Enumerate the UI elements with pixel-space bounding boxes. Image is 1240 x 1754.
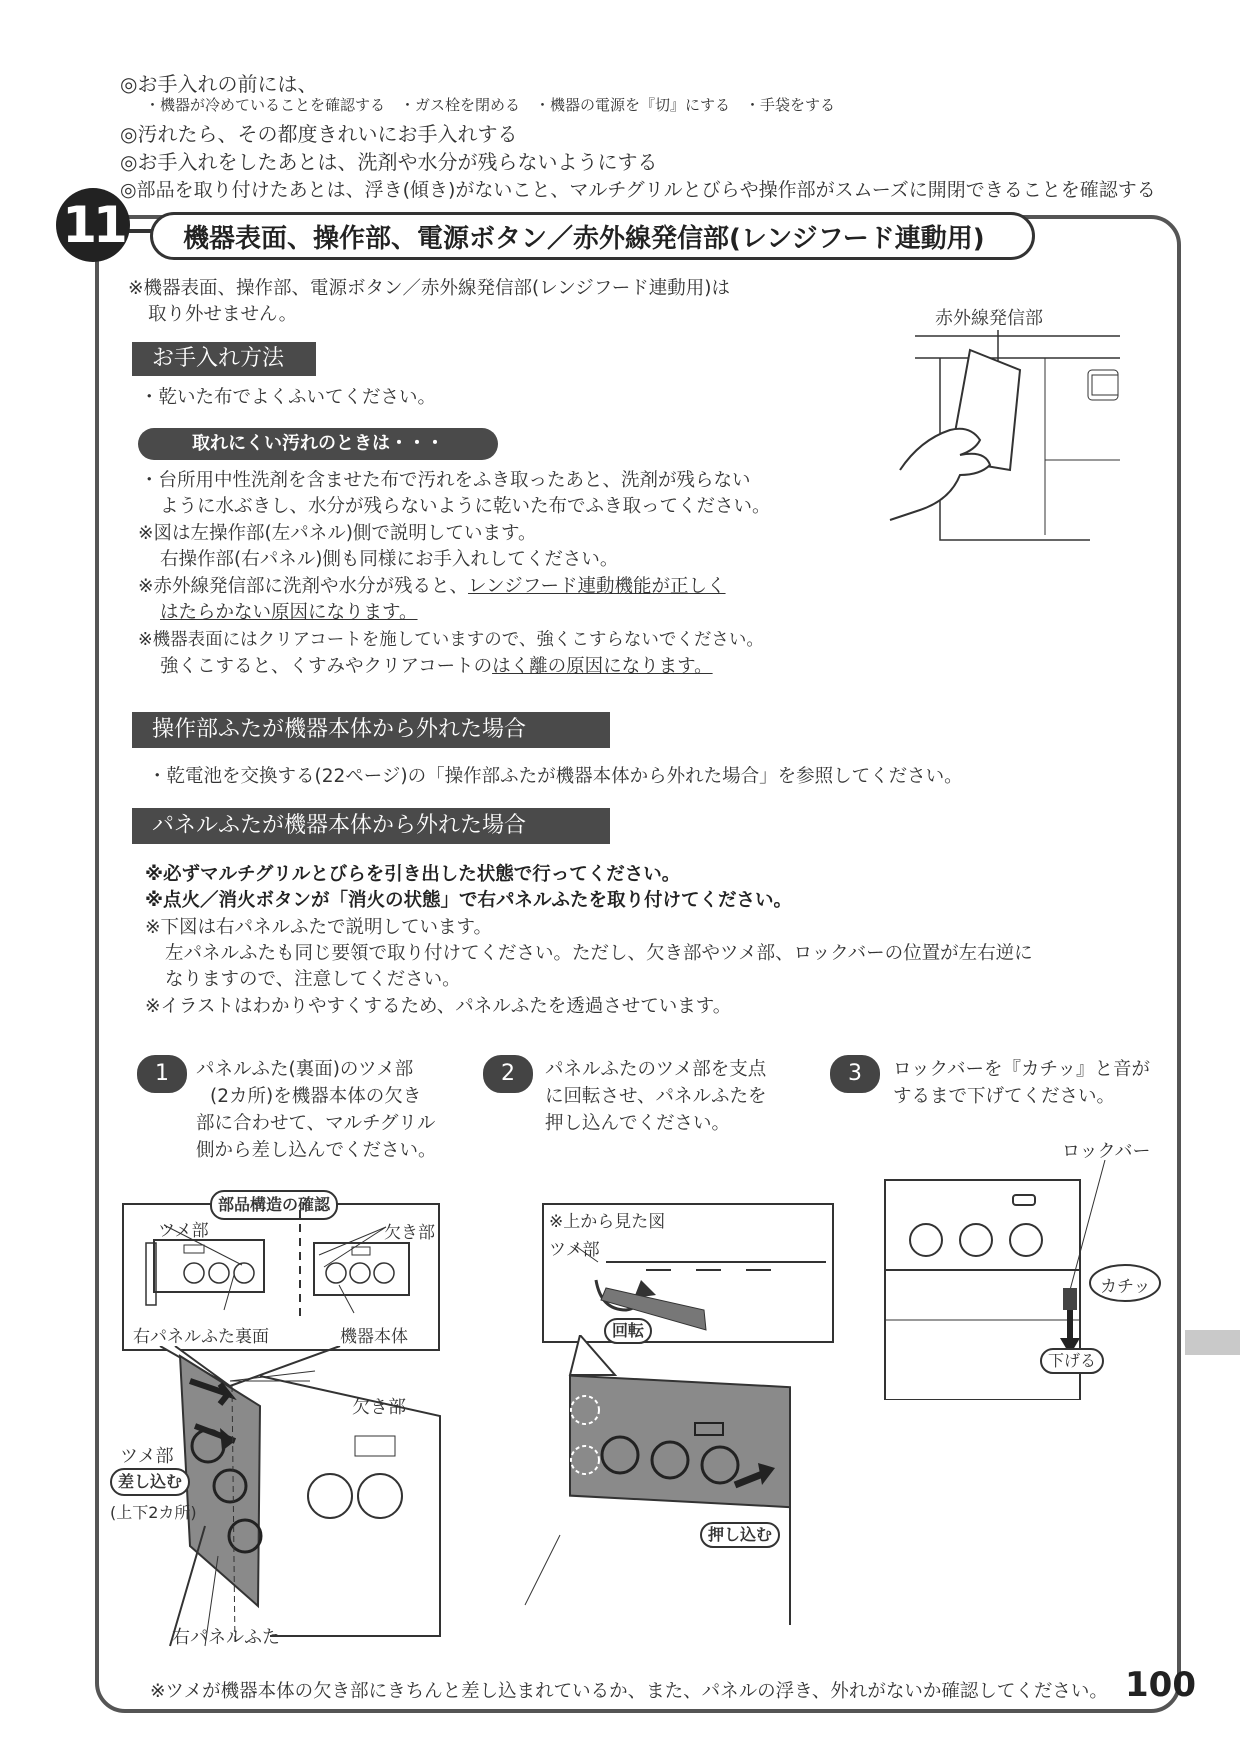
- care-p3b: はたらかない原因になります。: [160, 602, 418, 623]
- header-connector: [128, 229, 152, 233]
- op-cover-heading: 操作部ふたが機器本体から外れた場合: [132, 712, 610, 748]
- top-view-illustration: [546, 1240, 826, 1335]
- panel-note-3: ※下図は右パネルふたで説明しています。: [145, 917, 493, 938]
- section-note-line-1: ※機器表面、操作部、電源ボタン／赤外線発信部(レンジフード連動用)は: [128, 278, 730, 299]
- care-p4b: [160, 652, 713, 678]
- fig3-lockbar-label: ロックバー: [1062, 1141, 1151, 1162]
- step-3-text: [893, 1056, 1150, 1110]
- step-2-line-2: に回転させ、パネルふたを: [545, 1086, 767, 1107]
- panel-note-4a: 左パネルふたも同じ要領で取り付けてください。ただし、欠き部やツメ部、ロックバーの位置が左右逆に: [165, 943, 1033, 964]
- care-p3a: [138, 572, 726, 598]
- fig2-topview-label: ※上から見た図: [549, 1212, 666, 1232]
- fig1-body-label: 機器本体: [340, 1327, 408, 1347]
- op-cover-item: ・乾電池を交換する(22ページ)の「操作部ふたが機器本体から外れた場合」を参照してください。: [148, 766, 963, 787]
- step-2-number: 2: [483, 1055, 533, 1093]
- care-p2b: 右操作部(右パネル)側も同様にお手入れしてください。: [160, 549, 619, 570]
- fig1-updown-label: (上下2カ所): [110, 1503, 197, 1522]
- panel-note-5: ※イラストはわかりやすくするため、パネルふたを透過させています。: [145, 996, 732, 1017]
- section-number-badge: 11: [56, 188, 130, 262]
- section-title: 機器表面、操作部、電源ボタン／赤外線発信部(レンジフード連動用): [150, 212, 1035, 260]
- step-1-line-1: パネルふた(裏面)のツメ部: [196, 1059, 414, 1080]
- care-p1a: ・台所用中性洗剤を含ませた布で汚れをふき取ったあと、洗剤が残らない: [140, 470, 751, 491]
- step-1-line-4: 側から差し込んでください。: [196, 1140, 437, 1161]
- fig3-lower-label: 下げる: [1040, 1348, 1104, 1374]
- fig2-rotate-label: 回転: [604, 1318, 652, 1344]
- step-3-line-2: するまで下げてください。: [893, 1086, 1116, 1107]
- fig1-tsume2-label: ツメ部: [120, 1446, 174, 1467]
- care-p3a-pre: ※赤外線発信部に洗剤や水分が残ると、: [138, 576, 469, 597]
- care-p3a-underline: レンジフード連動機能が正しく: [468, 576, 726, 597]
- care-p1b: ように水ぶきし、水分が残らないように乾いた布でふき取ってください。: [160, 496, 771, 517]
- intro-line-3: ◎お手入れをしたあとは、洗剤や水分が残らないようにする: [120, 150, 658, 174]
- hard-stain-label: 取れにくい汚れのときは・・・: [138, 428, 498, 460]
- step-1-line-3: 部に合わせて、マルチグリル: [196, 1113, 436, 1134]
- fig2-push-label: 押し込む: [700, 1522, 780, 1548]
- structure-check-illustration: [124, 1205, 434, 1320]
- fig1-back-label: 右パネルふた裏面: [133, 1327, 269, 1347]
- care-heading: お手入れ方法: [132, 342, 316, 376]
- step-2-text: [545, 1056, 766, 1137]
- step-1-text: [196, 1056, 437, 1164]
- fig2-tsume-label: ツメ部: [549, 1240, 600, 1260]
- fig1-kaki-label: 欠き部: [384, 1223, 435, 1243]
- step-1-number: 1: [137, 1055, 187, 1093]
- step-1-line-2: (2カ所)を機器本体の欠き: [210, 1086, 422, 1107]
- intro-line-1: ◎お手入れの前には、: [120, 72, 318, 96]
- panel-push-illustration: [520, 1335, 800, 1630]
- ir-label: 赤外線発信部: [935, 308, 1043, 329]
- panel-note-2: ※点火／消火ボタンが「消火の状態」で右パネルふたを取り付けてください。: [145, 890, 792, 911]
- fig3-click-label: カチッ: [1100, 1277, 1151, 1297]
- ir-cleaning-illustration: [860, 330, 1120, 550]
- fig1-insert-label: 差し込む: [110, 1468, 190, 1496]
- care-p4b-pre: 強くこすると、くすみやクリアコートの: [160, 656, 493, 677]
- step-2-line-3: 押し込んでください。: [545, 1113, 731, 1134]
- care-p2a: ※図は左操作部(左パネル)側で説明しています。: [138, 523, 537, 544]
- panel-note-1: ※必ずマルチグリルとびらを引き出した状態で行ってください。: [145, 864, 681, 885]
- step-3-line-1: ロックバーを『カチッ』と音が: [893, 1059, 1150, 1080]
- intro-line-1-items: ・機器が冷めていることを確認する ・ガス栓を閉める ・機器の電源を『切』にする ・手袋をする: [145, 96, 836, 114]
- panel-note-4b: なりますので、注意してください。: [165, 969, 461, 990]
- section-note-line-2: 取り外せません。: [148, 304, 298, 325]
- panel-cover-heading: パネルふたが機器本体から外れた場合: [132, 808, 610, 844]
- footer-note: ※ツメが機器本体の欠き部にきちんと差し込まれているか、また、パネルの浮き、外れがないか確認してください。: [150, 1681, 1108, 1702]
- structure-check-label: 部品構造の確認: [210, 1190, 338, 1220]
- fig1-tsume-label: ツメ部: [158, 1221, 209, 1241]
- fig1-kaki2-label: 欠き部: [352, 1397, 406, 1418]
- step-2-line-1: パネルふたのツメ部を支点: [545, 1059, 767, 1080]
- page-number: 100: [1125, 1665, 1196, 1705]
- intro-line-2: ◎汚れたら、その都度きれいにお手入れする: [120, 122, 518, 146]
- care-item-1: ・乾いた布でよくふいてください。: [140, 387, 437, 408]
- care-p4b-underline: はく離の原因になります。: [492, 656, 713, 677]
- intro-line-4: ◎部品を取り付けたあとは、浮き(傾き)がないこと、マルチグリルとびらや操作部がスムーズに開閉できることを確認する: [120, 179, 1156, 201]
- step-3-number: 3: [830, 1055, 880, 1093]
- care-p4a: ※機器表面にはクリアコートを施していますので、強くこすらないでください。: [138, 630, 764, 650]
- side-tab: [1185, 1330, 1240, 1355]
- fig1-right-panel-label: 右パネルふた: [172, 1627, 280, 1648]
